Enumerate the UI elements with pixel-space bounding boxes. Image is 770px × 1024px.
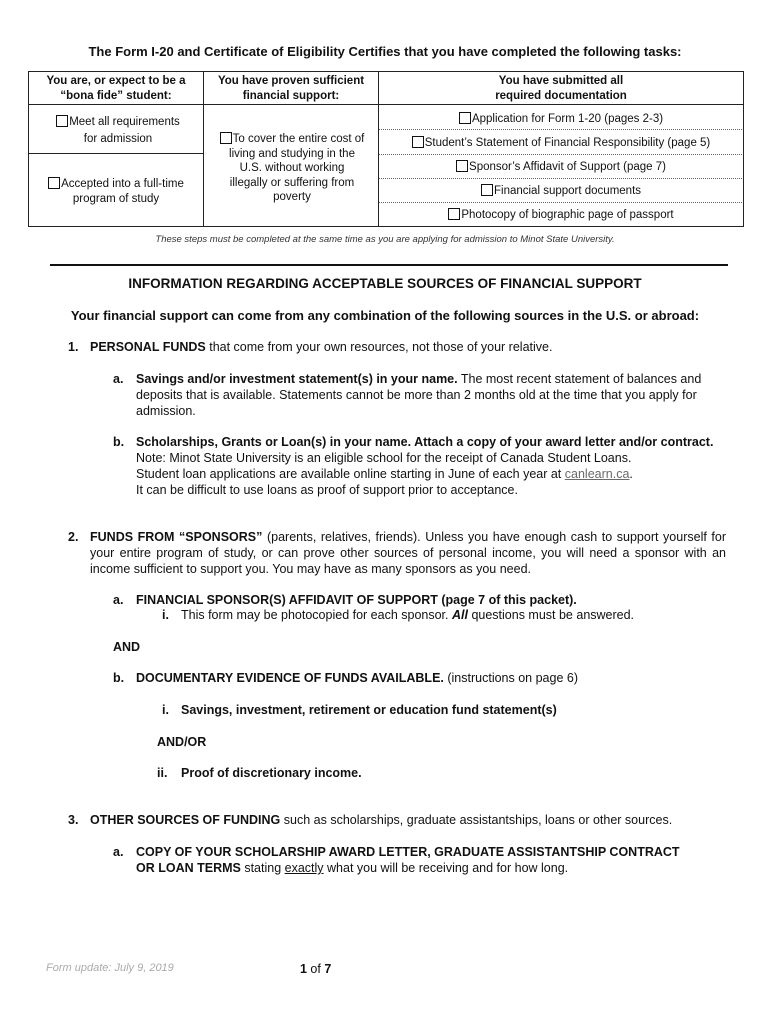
page-title: The Form I-20 and Certificate of Eligibility Certifies that you have completed the following tasks: xyxy=(88,44,682,59)
col1-header: You are, or expect to be a “bona fide” student: xyxy=(46,75,186,102)
list-roman: i. xyxy=(162,608,169,622)
scholarships-loans: Scholarships, Grants or Loan(s) in your name. Attach a copy of your award letter and/or contract. Note: Minot State University is an eligible school for the receipt of Canada Student Loans. Student loan applications are available online starting in June of each year at canlearn.ca. It can be difficult to use loans as proof of support prior to acceptance. xyxy=(136,435,714,497)
discretionary-income: Proof of discretionary income. xyxy=(181,766,362,780)
section-heading: INFORMATION REGARDING ACCEPTABLE SOURCES OF FINANCIAL SUPPORT xyxy=(128,276,642,291)
lead-text: Your financial support can come from any combination of the following sources in the U.S. or abroad: xyxy=(70,308,700,323)
doc-item: Sponsor’s Affidavit of Support (page 7) xyxy=(379,160,743,175)
andor-label: AND/OR xyxy=(157,735,207,749)
list-roman: i. xyxy=(162,703,169,717)
list-letter: b. xyxy=(113,435,125,449)
checkbox[interactable] xyxy=(456,160,468,172)
form-update-date: Form update: July 9, 2019 xyxy=(46,962,174,974)
sponsor-funds: FUNDS FROM “SPONSORS” (parents, relatives, friends). Unless you have enough cash to support yourself for your entire program of study, or can prove other sources of personal income, you will need a sponsor with an income sufficient to support you. You may have as many sponsors as you need. xyxy=(90,530,727,576)
list-letter: a. xyxy=(113,593,124,607)
checkbox[interactable] xyxy=(448,208,460,220)
col2-header: You have proven sufficient financial support: xyxy=(217,75,365,102)
affidavit-title: FINANCIAL SPONSOR(S) AFFIDAVIT OF SUPPORT (page 7 of this packet). xyxy=(136,593,577,607)
doc-item: Application for Form 1-20 (pages 2-3) xyxy=(379,112,743,127)
personal-funds: PERSONAL FUNDS that come from your own resources, not those of your relative. xyxy=(90,340,553,354)
list-number: 2. xyxy=(68,530,79,544)
doc-item: Financial support documents xyxy=(379,184,743,199)
fund-statements: Savings, investment, retirement or education fund statement(s) xyxy=(181,703,557,717)
doc-item: Student’s Statement of Financial Responsibility (page 5) xyxy=(379,136,743,151)
list-number: 1. xyxy=(68,340,79,354)
requirement-admission: Meet all requirements for admission xyxy=(37,115,199,146)
documentary-evidence: DOCUMENTARY EVIDENCE OF FUNDS AVAILABLE. (instructions on page 6) xyxy=(136,671,578,685)
requirement-financial: To cover the entire cost of living and studying in the U.S. without working illegally or suffering from poverty xyxy=(206,132,378,205)
col3-header: You have submitted all required documentation xyxy=(495,75,627,102)
other-sources: OTHER SOURCES OF FUNDING such as scholarships, graduate assistantships, loans or other sources. xyxy=(90,813,673,827)
checkbox[interactable] xyxy=(220,132,232,144)
checkbox[interactable] xyxy=(481,184,493,196)
checkbox[interactable] xyxy=(56,115,68,127)
page-number: 1 of 7 xyxy=(300,962,332,976)
checkbox[interactable] xyxy=(459,112,471,124)
requirements-table xyxy=(28,71,744,227)
affidavit-note: This form may be photocopied for each sponsor. All questions must be answered. xyxy=(181,608,635,622)
checkbox[interactable] xyxy=(412,136,424,148)
and-label: AND xyxy=(113,640,141,654)
checkbox[interactable] xyxy=(48,177,60,189)
list-letter: b. xyxy=(113,671,125,685)
divider xyxy=(50,264,728,266)
list-roman: ii. xyxy=(157,766,168,780)
award-letter: COPY OF YOUR SCHOLARSHIP AWARD LETTER, GRADUATE ASSISTANTSHIP CONTRACT OR LOAN TERMS stating exactly what you will be receiving and for how long. xyxy=(136,845,680,875)
requirement-fulltime: Accepted into a full-time program of study xyxy=(33,177,199,206)
list-letter: a. xyxy=(113,372,124,386)
savings-statement: Savings and/or investment statement(s) in your name. The most recent statement of balances and deposits that is available. Statements cannot be more than 2 months old at the time that you apply for admission. xyxy=(136,372,702,418)
list-letter: a. xyxy=(113,845,124,859)
canlearn-link[interactable]: canlearn.ca xyxy=(564,467,630,481)
doc-item: Photocopy of biographic page of passport xyxy=(379,208,743,223)
list-number: 3. xyxy=(68,813,79,827)
table-note: These steps must be completed at the same time as you are applying for admission to Minot State University. xyxy=(155,234,615,245)
